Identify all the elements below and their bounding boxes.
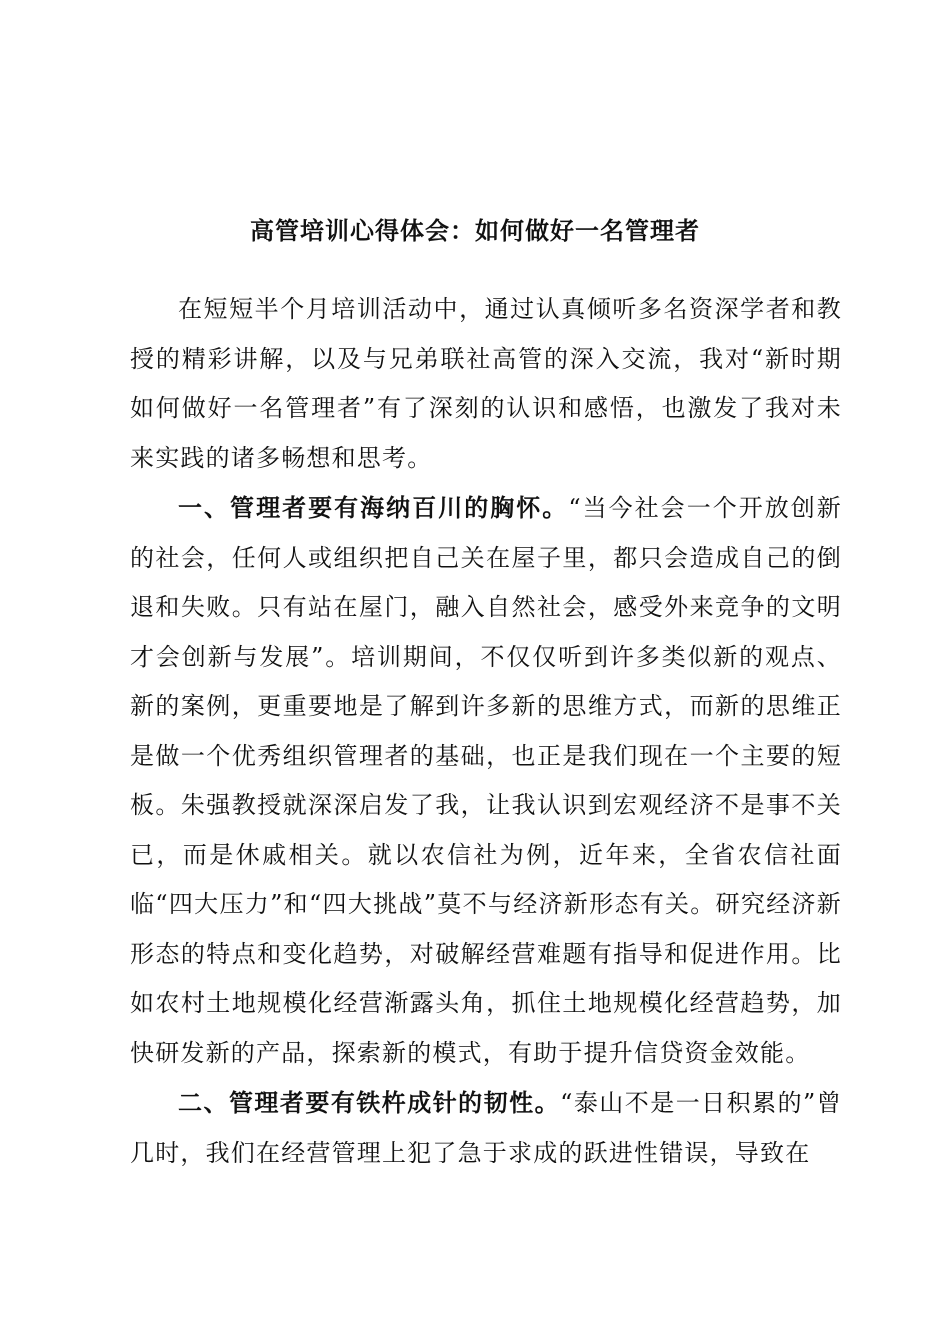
paragraph-intro [130,284,842,483]
paragraph-text: 在短短半个月培训活动中，通过认真倾听多名资深学者和教授的精彩讲解，以及与兄弟联社高管的深入交流，我对“新时期如何做好一名管理者”有了深刻的认识和感悟，也激发了我对未来实践的诸多畅想和思考。 [130,295,842,472]
document-title: 高管培训心得体会：如何做好一名管理者 [250,216,700,245]
document-body [130,284,842,1178]
paragraph-section-1 [130,483,842,1078]
paragraph-lead: 二、管理者要有铁杵成针的韧性。 [178,1088,561,1117]
paragraph-lead: 一、管理者要有海纳百川的胸怀。 [178,493,569,522]
paragraph-section-2 [130,1078,842,1178]
paragraph-text: “泰山不是一日积累的”曾几时，我们在经营管理上犯了急于求成的跃进性错误，导致在 [130,1089,842,1167]
paragraph-text: “当今社会一个开放创新的社会，任何人或组织把自己关在屋子里，都只会造成自己的倒退和失败。只有站在屋门，融入自然社会，感受外来竞争的文明才会创新与发展”。培训期间，不仅仅听到许多类似新的观点、新的案例，更重要地是了解到许多新的思维方式，而新的思维正是做一个优秀组织管理者的基础，也正是我们现在一个主要的短板。朱强教授就深深启发了我，让我认识到宏观经济不是事不关已，而是休戚相关。就以农信社为例，近年来，全省农信社面临“四大压力”和“四大挑战”莫不与经济新形态有关。研究经济新形态的特点和变化趋势，对破解经营难题有指导和促进作用。比如农村土地规模化经营渐露头角，抓住土地规模化经营趋势，加快研发新的产品，探索新的模式，有助于提升信贷资金效能。 [130,494,843,1067]
